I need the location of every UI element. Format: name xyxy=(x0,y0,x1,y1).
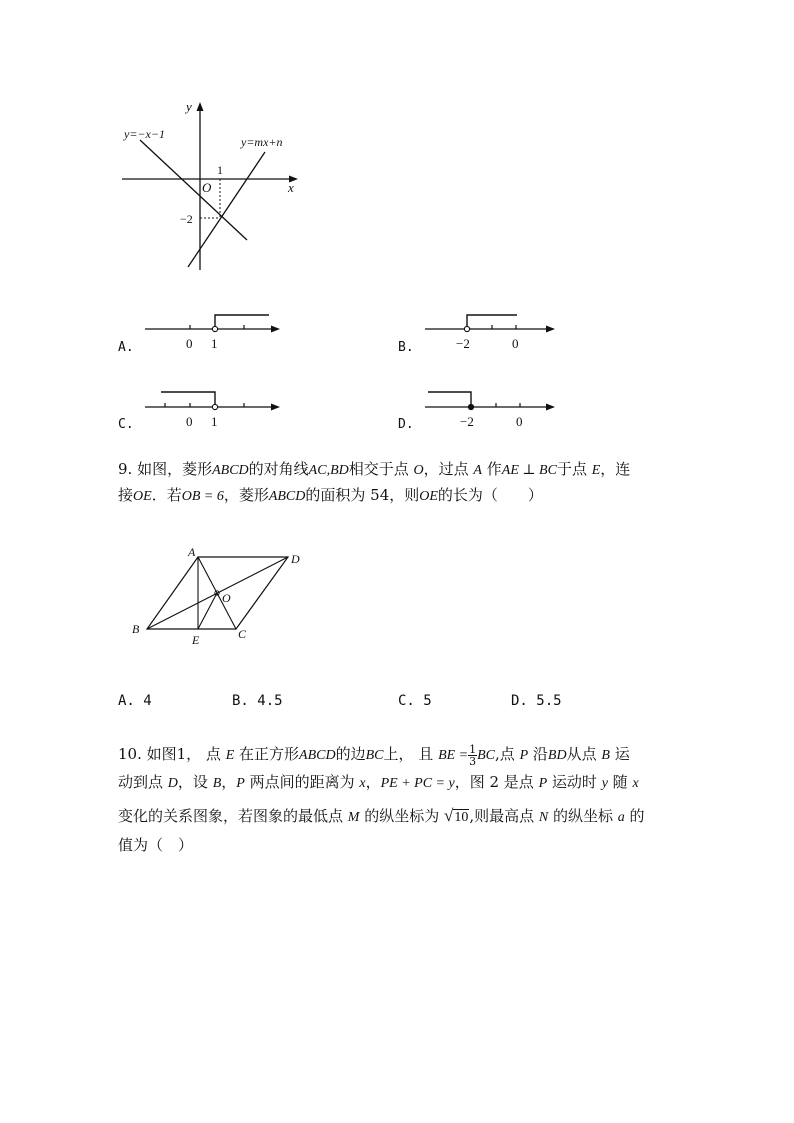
text-run: 从点 xyxy=(566,745,602,763)
math-run: B xyxy=(601,748,610,763)
q9-choice-b[interactable]: B. 4.5 xyxy=(232,693,283,709)
tick-label: 1 xyxy=(211,336,218,351)
tick-label-x-1: 1 xyxy=(217,163,223,177)
label-e: E xyxy=(192,633,200,647)
text-run: ，图 2 是点 xyxy=(454,773,539,791)
tick-label: −2 xyxy=(456,336,470,351)
math-run: ABCD xyxy=(299,748,336,763)
text-run: 上， 且 xyxy=(383,745,439,763)
math-run: ABCD xyxy=(268,489,306,504)
q9-line-2 xyxy=(118,481,543,511)
math-run: E xyxy=(591,463,601,478)
label-o: O xyxy=(222,591,231,605)
q10-line-1 xyxy=(118,740,630,770)
math-run: y xyxy=(601,776,608,791)
y-axis-label: y xyxy=(186,99,192,114)
math-run: P xyxy=(538,776,548,791)
line-y-neg-x-minus-1 xyxy=(140,140,247,240)
text-run: 的纵坐标 xyxy=(548,807,618,825)
math-run: OE xyxy=(133,489,152,504)
text-run: 随 xyxy=(607,773,633,791)
text-run: 的面积为 54，则 xyxy=(305,486,420,504)
option-d-letter: D. xyxy=(398,417,414,432)
solution-ray xyxy=(215,315,269,327)
option-c-letter: C. xyxy=(118,417,134,432)
number-line-arrow-icon xyxy=(271,404,280,411)
text-run: 的边 xyxy=(335,745,366,763)
text-run: ， xyxy=(221,773,237,791)
math-run: PE + PC = y xyxy=(380,776,455,791)
math-run: O xyxy=(413,463,424,478)
option-a-number-line[interactable] xyxy=(140,305,290,355)
text-run: ，菱形 xyxy=(223,486,269,504)
math-run: BE = xyxy=(438,748,469,763)
open-circle xyxy=(464,326,469,331)
q10-line-3 xyxy=(118,801,645,832)
text-run: ,点 xyxy=(495,745,520,763)
text-run: 值为（ ） xyxy=(118,836,194,854)
text-run: ，设 xyxy=(177,773,213,791)
solution-ray xyxy=(428,392,471,405)
option-b-letter: B. xyxy=(398,340,414,355)
label-d: D xyxy=(291,552,300,566)
sqrt-radicand: 10 xyxy=(454,810,469,825)
tick-label: 0 xyxy=(512,336,519,351)
label-a: A xyxy=(188,545,196,559)
option-c-number-line[interactable] xyxy=(140,383,290,433)
fraction-one-third xyxy=(468,744,477,767)
text-run: ,则最高点 xyxy=(469,807,539,825)
math-run: ABCD xyxy=(212,463,249,478)
text-run: 运动时 xyxy=(547,773,602,791)
text-run: 作 xyxy=(481,460,502,478)
text-run: ．若 xyxy=(151,486,182,504)
text-run: 的纵坐标为 xyxy=(359,807,444,825)
math-run: AC xyxy=(308,463,327,478)
option-b-number-line[interactable] xyxy=(420,305,570,355)
math-run: , xyxy=(326,463,331,478)
text-run: ，连 xyxy=(600,460,631,478)
open-circle xyxy=(212,326,217,331)
math-run: OB = 6 xyxy=(181,489,224,504)
text-run: 在正方形 xyxy=(234,745,300,763)
tick-label-y-neg2: −2 xyxy=(180,212,193,226)
fraction-numerator: 1 xyxy=(469,742,477,756)
open-circle xyxy=(212,404,217,409)
math-run: BD xyxy=(330,463,349,478)
math-run: BD xyxy=(547,748,567,763)
text-run: 变化的关系图象，若图象的最低点 xyxy=(118,807,348,825)
x-axis-label: x xyxy=(288,180,294,195)
math-run: a xyxy=(617,810,625,825)
line1-label: y=−x−1 xyxy=(124,127,165,141)
math-run: x xyxy=(359,776,366,791)
text-run: ，过点 xyxy=(423,460,474,478)
math-run: A xyxy=(473,463,482,478)
math-run: x xyxy=(632,776,639,791)
solution-ray xyxy=(161,392,215,405)
q10-line-2 xyxy=(118,768,639,798)
text-run: 运 xyxy=(609,745,630,763)
tick-label: 0 xyxy=(516,414,523,429)
text-run: 相交于点 xyxy=(348,460,414,478)
math-run: E xyxy=(225,748,235,763)
label-b: B xyxy=(132,622,140,636)
text-run: 接 xyxy=(118,486,134,504)
text-run: ， xyxy=(365,773,381,791)
math-run: D xyxy=(167,776,178,791)
number-line-arrow-icon xyxy=(546,404,555,411)
line2-label: y=mx+n xyxy=(241,135,283,149)
tick-label: 0 xyxy=(186,414,193,429)
closed-circle xyxy=(468,404,473,409)
q9-choice-d[interactable]: D. 5.5 xyxy=(511,693,562,709)
option-d-number-line[interactable] xyxy=(420,383,570,433)
math-run: B xyxy=(212,776,222,791)
text-run: 动到点 xyxy=(118,773,168,791)
math-run: AE ⊥ BC xyxy=(501,463,557,478)
q9-rhombus-figure xyxy=(125,540,315,655)
math-run: BC xyxy=(477,748,496,763)
y-axis-arrow-icon xyxy=(197,102,204,111)
number-line-arrow-icon xyxy=(271,326,280,333)
sqrt-expression xyxy=(444,801,469,832)
diagonal-bd xyxy=(147,557,288,629)
text-run: 的长为（ ） xyxy=(437,486,543,504)
origin-label: O xyxy=(202,180,212,195)
text-run: 9. 如图，菱形 xyxy=(118,460,213,478)
text-run: 沿 xyxy=(528,745,548,763)
tick-label: −2 xyxy=(460,414,474,429)
math-run: M xyxy=(347,810,360,825)
text-run: 的对角线 xyxy=(248,460,309,478)
option-a-letter: A. xyxy=(118,340,134,355)
text-run: 于点 xyxy=(556,460,592,478)
math-run: P xyxy=(519,748,529,763)
fraction-denominator: 3 xyxy=(469,754,477,768)
sqrt-icon: √ xyxy=(444,806,454,825)
number-line-arrow-icon xyxy=(546,326,555,333)
tick-label: 1 xyxy=(211,414,218,429)
text-run: 的 xyxy=(624,807,645,825)
tick-label: 0 xyxy=(186,336,193,351)
label-c: C xyxy=(238,627,247,641)
q8-coordinate-graph xyxy=(110,95,310,275)
q10-line-4 xyxy=(118,831,193,860)
text-run: 10. 如图1， 点 xyxy=(118,745,226,763)
text-run: 两点间的距离为 xyxy=(244,773,360,791)
math-run: P xyxy=(236,776,245,791)
math-run: BC xyxy=(365,748,384,763)
math-run: N xyxy=(538,810,549,825)
q9-choice-a[interactable]: A. 4 xyxy=(118,693,152,709)
q9-choice-c[interactable]: C. 5 xyxy=(398,693,432,709)
math-run: OE xyxy=(419,489,438,504)
